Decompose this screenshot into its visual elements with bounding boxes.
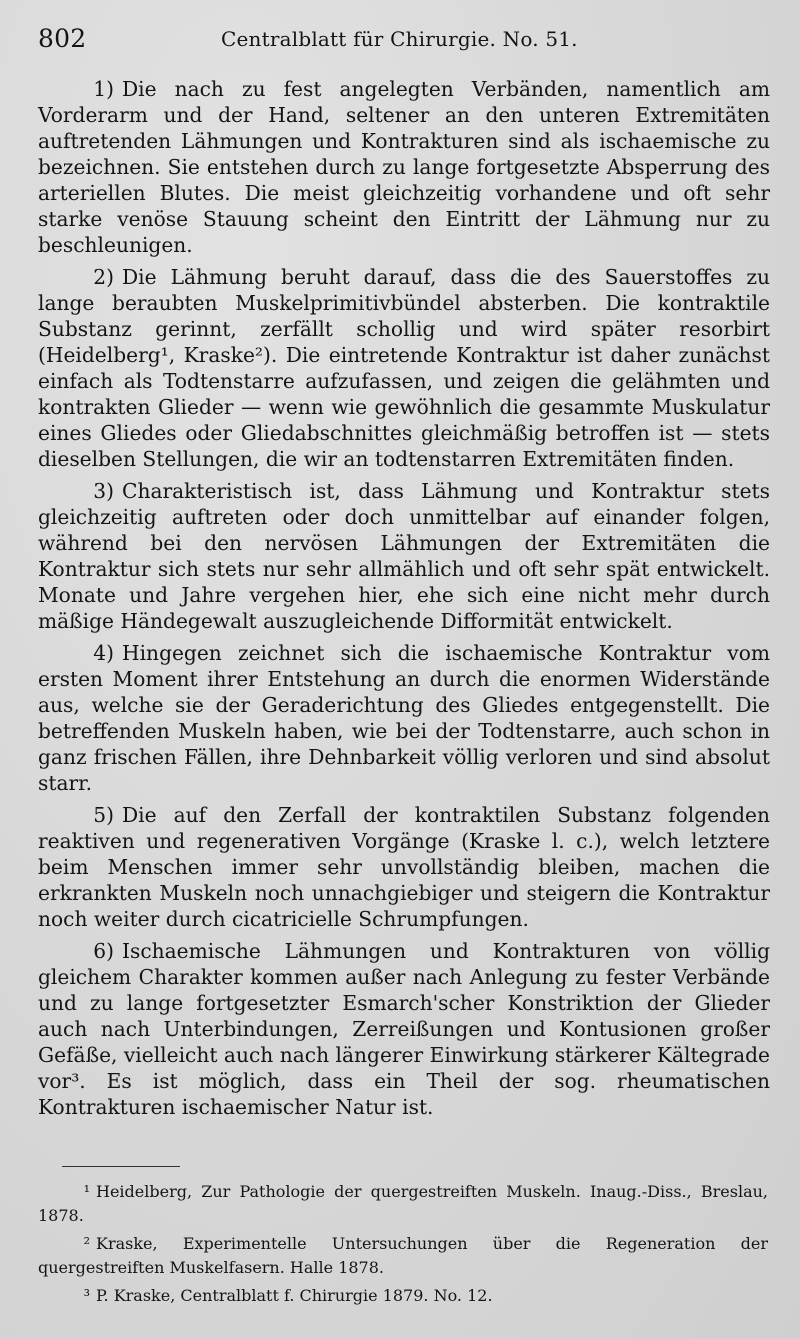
paragraph-6: [38, 938, 770, 1120]
footnote-text: P. Kraske, Centralblatt f. Chirurgie 1879. No. 12.: [96, 1286, 493, 1305]
paragraph-number: 2): [93, 265, 114, 289]
paragraph-1: [38, 76, 770, 258]
running-header: [38, 24, 778, 56]
paragraph-text: Die Lähmung beruht darauf, dass die des Sauerstoffes zu lange beraubten Muskelprimitivbündel absterben. Die kontraktile Substanz gerinnt, zerfällt schollig und wird später resorbirt (Heidelberg¹, Kraske²). Die eintretende Kontraktur ist daher zunächst einfach als Todtenstarre aufzufassen, und zeigen die gelähmten und kontrakten Glieder — wenn wie gewöhnlich die gesammte Muskulatur eines Gliedes oder Gliedabschnittes gleichmäßig betroffen ist — stets dieselben Stellungen, die wir an todtenstarren Extremitäten finden.: [38, 265, 770, 471]
footnote-mark: ³: [83, 1286, 90, 1305]
journal-title: Centralblatt für Chirurgie. No. 51.: [221, 27, 578, 51]
paragraph-number: 3): [93, 479, 114, 503]
page-number: 802: [38, 24, 87, 53]
paragraph-text: Charakteristisch ist, dass Lähmung und Kontraktur stets gleichzeitig auftreten oder doch unmittelbar auf einander folgen, während bei den nervösen Lähmungen der Extremitäten die Kontraktur sich stets nur sehr allmählich und oft sehr spät entwickelt. Monate und Jahre vergehen hier, ehe sich eine nicht mehr durch mäßige Händegewalt auszugleichende Difformität entwickelt.: [38, 479, 770, 633]
footnote-text: Heidelberg, Zur Pathologie der quergestreiften Muskeln. Inaug.-Diss., Breslau, 1878.: [38, 1182, 768, 1225]
paragraph-number: 4): [93, 641, 114, 665]
paragraph-text: Die nach zu fest angelegten Verbänden, namentlich am Vorderarm und der Hand, seltener an den unteren Extremitäten auftretenden Lähmungen und Kontrakturen sind als ischaemische zu bezeichnen. Sie entstehen durch zu lange fortgesetzte Absperrung des arteriellen Blutes. Die meist gleichzeitig vorhandene und oft sehr starke venöse Stauung scheint den Eintritt der Lähmung nur zu beschleunigen.: [38, 77, 770, 257]
paragraph-text: Ischaemische Lähmungen und Kontrakturen von völlig gleichem Charakter kommen außer nach Anlegung zu fester Verbände und zu lange fortgesetzter Esmarch'scher Konstriktion der Glieder auch nach Unterbindungen, Zerreißungen und Kontusionen großer Gefäße, vielleicht auch nach längerer Einwirkung stärkerer Kältegrade vor³. Es ist möglich, dass ein Theil der sog. rheumatischen Kontrakturen ischaemischer Natur ist.: [38, 939, 770, 1119]
footnote-1: [38, 1180, 768, 1228]
footnote-3: [38, 1284, 768, 1308]
paragraph-number: 1): [93, 77, 114, 101]
paragraph-3: [38, 478, 770, 634]
paragraph-5: [38, 802, 770, 932]
footnote-divider: [62, 1166, 180, 1167]
paragraph-text: Die auf den Zerfall der kontraktilen Substanz folgenden reaktiven und regenerativen Vorgänge (Kraske l. c.), welch letztere beim Menschen immer sehr unvollständig bleiben, machen die erkrankten Muskeln noch unnachgiebiger und steigern die Kontraktur noch weiter durch cicatricielle Schrumpfungen.: [38, 803, 770, 931]
paragraph-2: [38, 264, 770, 472]
footnote-text: Kraske, Experimentelle Untersuchungen über die Regeneration der quergestreiften Muskelfasern. Halle 1878.: [38, 1234, 768, 1277]
paragraph-number: 6): [93, 939, 114, 963]
paragraph-number: 5): [93, 803, 114, 827]
paragraph-text: Hingegen zeichnet sich die ischaemische Kontraktur vom ersten Moment ihrer Entstehung an durch die enormen Widerstände aus, welche sie der Geraderichtung des Gliedes entgegenstellt. Die betreffenden Muskeln haben, wie bei der Todtenstarre, auch schon in ganz frischen Fällen, ihre Dehnbarkeit völlig verloren und sind absolut starr.: [38, 641, 770, 795]
article-body: [38, 76, 770, 1126]
footnote-mark: ¹: [83, 1182, 90, 1201]
footnotes: [38, 1180, 768, 1312]
paragraph-4: [38, 640, 770, 796]
footnote-mark: ²: [83, 1234, 90, 1253]
footnote-2: [38, 1232, 768, 1280]
